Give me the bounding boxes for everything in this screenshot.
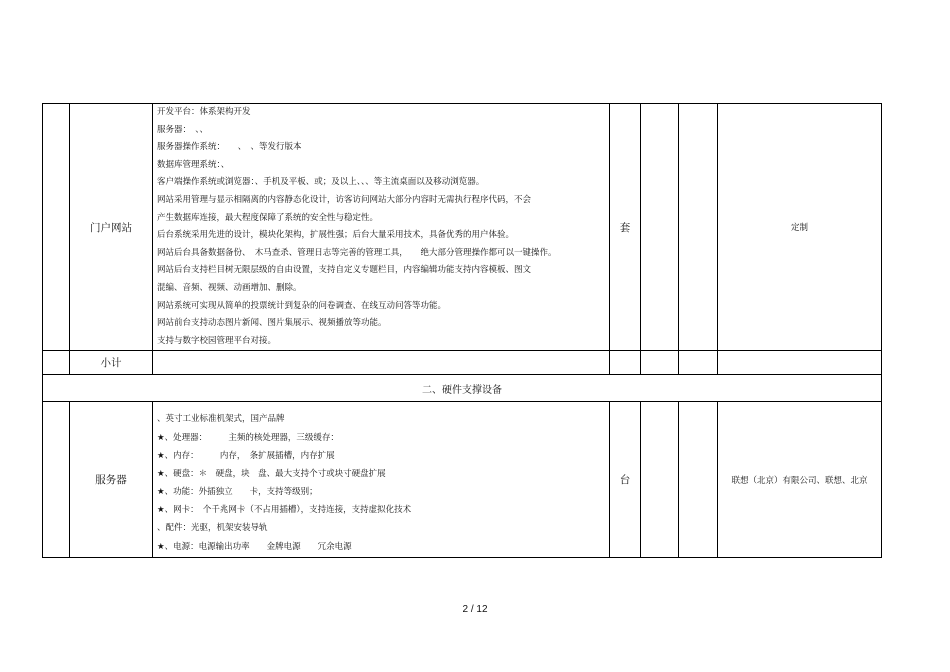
subtotal-qty-cell [641, 351, 679, 375]
note-cell-server: 联想（北京）有限公司、联想、北京 [718, 402, 882, 558]
spec-line: 支持与数字校园管理平台对接。 [157, 335, 277, 346]
spec-line: ★、功能：外插独立 卡，支持等级别； [157, 487, 318, 498]
price-cell-portal [679, 104, 718, 351]
spec-line: ★、处理器： 主频的核处理器，三级缓存： [157, 432, 339, 443]
spec-cell-server [153, 402, 610, 558]
spec-line: 服务器： 、、 [157, 124, 209, 135]
subtotal-price-cell [679, 351, 718, 375]
spec-line: 客户端操作系统或浏览器：、手机及平板、或；及以上、、、等主流桌面以及移动浏览器。 [157, 177, 485, 188]
spec-line: 网站前台支持动态图片新闻、图片集展示、视频播放等功能。 [157, 318, 387, 329]
item-name-portal: 门户网站 [70, 104, 153, 351]
procurement-table [42, 103, 882, 558]
spec-list-portal [157, 104, 609, 350]
page-number: 2 / 12 [462, 604, 488, 615]
table-row-portal [43, 104, 882, 351]
spec-list-server [157, 410, 609, 556]
spec-cell-portal [153, 104, 610, 351]
subtotal-note-cell [718, 351, 882, 375]
note-cell-portal: 定制 [718, 104, 882, 351]
spec-line: 服务器操作系统： 、 、等发行版本 [157, 142, 302, 153]
spec-line: ★、网卡： 个千兆网卡（不占用插槽），支持连接，支持虚拟化技术 [157, 505, 412, 516]
price-cell-server [679, 402, 718, 558]
spec-line: 后台系统采用先进的设计，模块化架构，扩展性强；后台大量采用技术，具备优秀的用户体验。 [157, 230, 515, 241]
index-cell [43, 351, 70, 375]
subtotal-unit-cell [610, 351, 641, 375]
qty-cell-server [641, 402, 679, 558]
spec-line: ★、电源：电源输出功率 金牌电源 冗余电源 [157, 541, 352, 552]
index-cell [43, 104, 70, 351]
table-row-subtotal [43, 351, 882, 375]
spec-line: 、英寸工业标准机架式，国产品牌 [157, 414, 285, 425]
spec-line: 网站系统可实现从简单的投票统计到复杂的问卷调查、在线互动问答等功能。 [157, 300, 447, 311]
spec-line: 、配件：光驱，机架安装导轨 [157, 523, 268, 534]
spec-line: 网站采用管理与显示相隔离的内容静态化设计，访客访问网站大部分内容时无需执行程序代码，不会 [157, 194, 532, 205]
qty-cell-portal [641, 104, 679, 351]
unit-cell-server: 台 [610, 402, 641, 558]
item-name-server: 服务器 [70, 402, 153, 558]
spec-line: 产生数据库连接，最大程度保障了系统的安全性与稳定性。 [157, 212, 379, 223]
table-row-server [43, 402, 882, 558]
spec-line: 数据库管理系统：、 [157, 159, 230, 170]
table-row-section-header [43, 375, 882, 402]
spec-line: 混编、音频、视频、动画增加、删除。 [157, 282, 302, 293]
spec-line: 网站后台支持栏目树无限层级的自由设置，支持自定义专题栏目，内容编辑功能支持内容模板、图文 [157, 265, 532, 276]
subtotal-spec-cell [153, 351, 610, 375]
unit-cell-portal: 套 [610, 104, 641, 351]
spec-line: 开发平台：体系架构开发 [157, 107, 251, 117]
spec-line: 网站后台具备数据备份、 木马查杀、管理日志等完善的管理工具， 绝大部分管理操作都可以一键操作。 [157, 247, 557, 258]
spec-line: ★、内存： 内存， 条扩展插槽，内存扩展 [157, 450, 335, 461]
spec-line: ★、硬盘：＊ 硬盘，块 盘、最大支持个寸或块寸硬盘扩展 [157, 468, 386, 479]
section-title: 二、硬件支撑设备 [43, 375, 882, 402]
subtotal-label: 小计 [70, 351, 153, 375]
index-cell [43, 402, 70, 558]
